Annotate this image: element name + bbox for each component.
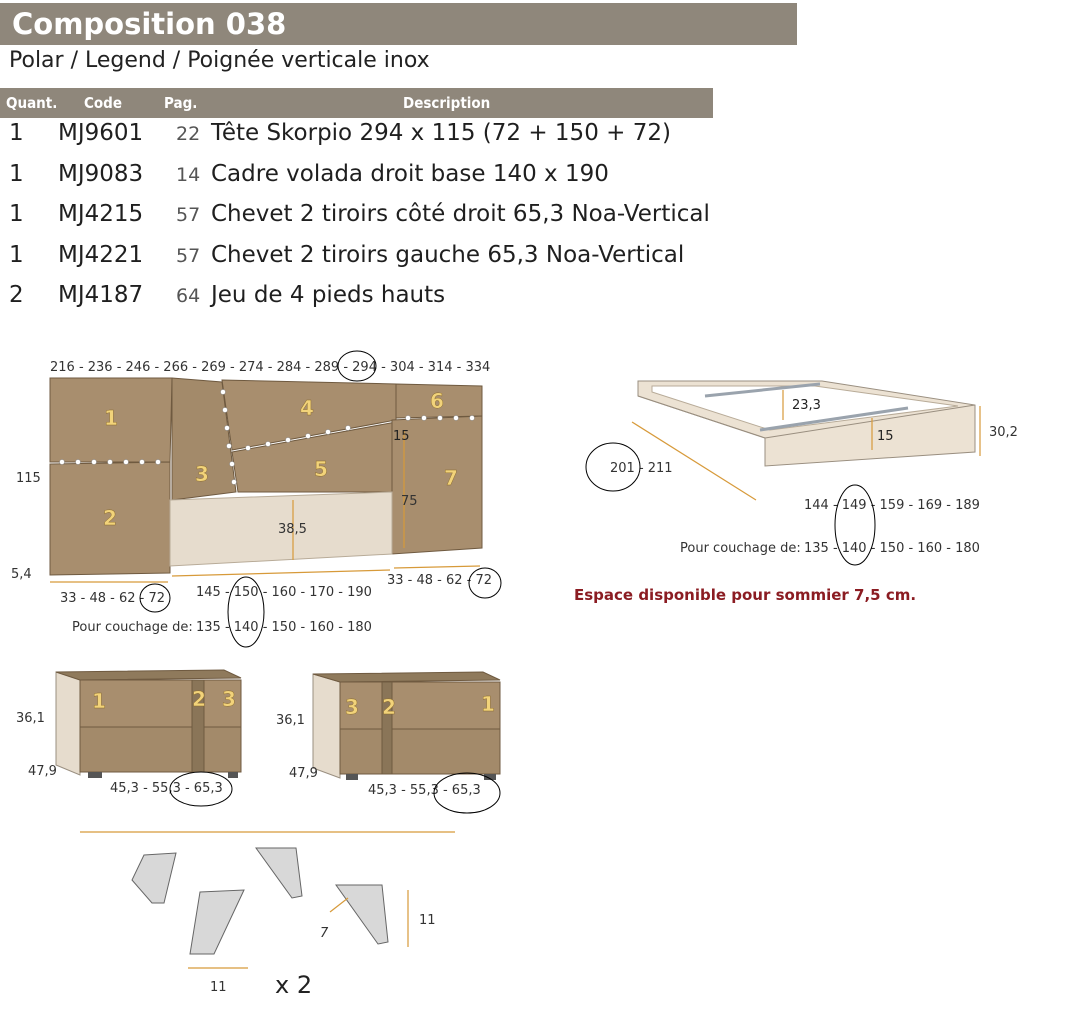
header-description: Description [403,94,491,112]
quantity: 1 [9,242,24,268]
side-height: 75 [401,494,418,509]
leg [190,890,244,954]
leg-height: 11 [419,913,436,928]
side-widths-left: 33 - 48 - 62 - 72 [60,591,166,606]
drawer-label: 1 [92,689,106,713]
center-widths: 145 - 150 - 160 - 170 - 190 [196,585,372,600]
quantity: 1 [9,201,24,227]
headboard-widths: 216 - 236 - 246 - 266 - 269 - 274 - 284 - 289 - 294 - 304 - 314 - 334 [50,360,491,375]
panel-label-1: 1 [104,406,118,430]
panel-label-5: 5 [314,457,328,481]
headboard-height: 115 [16,471,41,486]
product-code: MJ9083 [58,161,144,187]
frame-length: 201 - 211 [610,461,673,476]
leg [336,885,388,944]
page-ref: 22 [176,123,201,145]
header-quant: Quant. [6,94,58,112]
drawer-label: 2 [192,687,206,711]
header-pag: Pag. [164,94,198,112]
drawer-label: 2 [382,695,396,719]
product-description: Tête Skorpio 294 x 115 (72 + 150 + 72) [211,120,671,146]
page-ref: 64 [176,285,201,307]
page-title: Composition 038 [0,3,797,45]
frame-couchage-label: Pour couchage de: [680,541,801,556]
product-description: Chevet 2 tiroirs gauche 65,3 Noa-Vertical [211,242,685,268]
couchage-values: 135 - 140 - 150 - 160 - 180 [196,620,372,635]
drawer-label: 1 [481,692,495,716]
nightstand-widths: 45,3 - 55,3 - 65,3 [110,781,223,796]
bed-frame-drawing [586,381,1018,565]
leg [132,853,176,903]
nightstand-height: 36,1 [276,713,305,728]
leg-angle: 7 [320,926,329,941]
quantity: 2 [9,282,24,308]
product-code: MJ4187 [58,282,144,308]
frame-inner-height: 23,3 [792,398,821,413]
product-code: MJ4215 [58,201,144,227]
frame-widths: 144 - 149 - 159 - 169 - 189 [804,498,980,513]
couchage-label: Pour couchage de: [72,620,193,635]
frame-depth: 15 [877,429,894,444]
product-description: Chevet 2 tiroirs côté droit 65,3 Noa-Vertical [211,201,710,227]
drawer-label: 3 [222,687,236,711]
step-height: 15 [393,429,410,444]
page-ref: 14 [176,164,201,186]
frame-height: 30,2 [989,425,1018,440]
product-description: Jeu de 4 pieds hauts [211,282,446,308]
product-code: MJ9601 [58,120,144,146]
header-code: Code [84,94,122,112]
panel-label-7: 7 [444,466,458,490]
inner-height: 38,5 [278,522,307,537]
page-subtitle: Polar / Legend / Poignée verticale inox [9,48,430,73]
headboard-base-height: 5,4 [11,567,32,582]
nightstand-height: 36,1 [16,711,45,726]
legs-drawing [80,832,455,999]
nightstand-depth: 47,9 [289,766,318,781]
quantity: 1 [9,161,24,187]
nightstand-left [16,670,241,806]
leg [256,848,302,898]
panel-label-4: 4 [300,396,314,420]
quantity: 1 [9,120,24,146]
nightstand-right [276,672,500,813]
nightstand-depth: 47,9 [28,764,57,779]
leg-width: 11 [210,980,227,995]
headboard-drawing [11,351,501,647]
panel-label-3: 3 [195,462,209,486]
frame-couchage-values: 135 - 140 - 150 - 160 - 180 [804,541,980,556]
page-ref: 57 [176,245,201,267]
page-ref: 57 [176,204,201,226]
panel-label-2: 2 [103,506,117,530]
leg-multiplier: x 2 [275,971,313,999]
side-widths-right: 33 - 48 - 62 - 72 [387,573,493,588]
product-description: Cadre volada droit base 140 x 190 [211,161,609,187]
panel-label-6: 6 [430,389,444,413]
sommier-note: Espace disponible pour sommier 7,5 cm. [574,586,917,604]
nightstand-widths: 45,3 - 55,3 - 65,3 [368,783,481,798]
drawer-label: 3 [345,695,359,719]
product-code: MJ4221 [58,242,144,268]
